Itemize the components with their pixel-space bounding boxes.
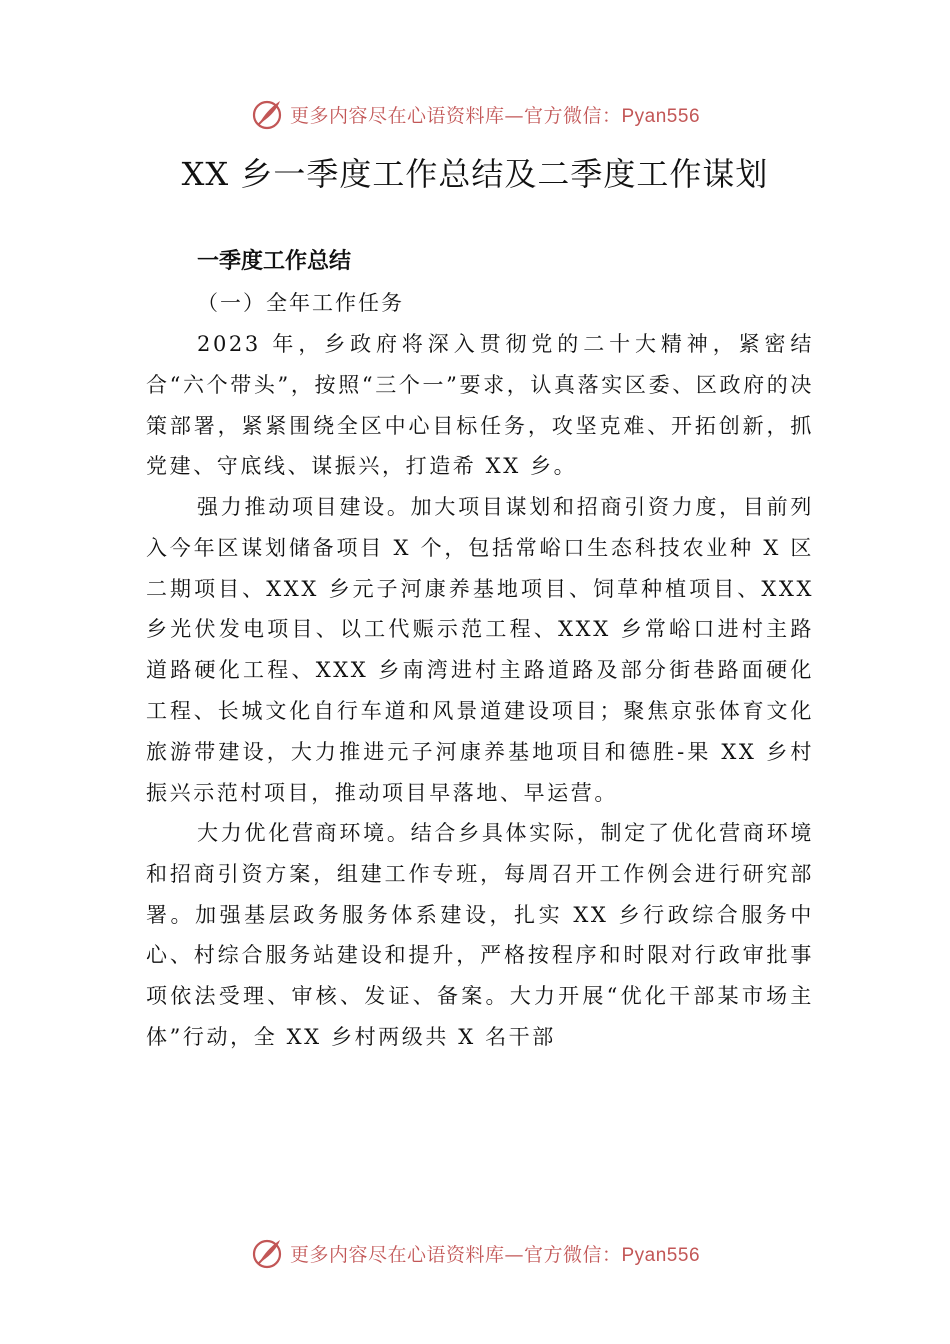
paragraph-annual-tasks: 2023 年，乡政府将深入贯彻党的二十大精神，紧密结合“六个带头”，按照“三个一”要求，认真落实区委、区政府的决策部署，紧紧围绕全区中心目标任务，攻坚克难、开拓创新，抓党建、守底线、谋振兴，打造希 XX 乡。 <box>146 332 814 479</box>
paragraph-business-environment: 大力优化营商环境。结合乡具体实际，制定了优化营商环境和招商引资方案，组建工作专班，每周召开工作例会进行研究部署。加强基层政务服务体系建设，扎实 XX 乡行政综合服务中心、村综合服务站建设和提升，严格按程序和时限对行政审批事项依法受理、审核、发证、备案。大力开展“优化干部某市场主体”行动，全 XX 乡村两级共 X 名干部 <box>146 821 814 1049</box>
header-watermark <box>0 94 950 134</box>
wechat-id: Pyan556 <box>621 105 701 127</box>
document-title: XX 乡一季度工作总结及二季度工作谋划 <box>181 155 769 193</box>
subsection-heading: （一）全年工作任务 <box>197 291 404 315</box>
section-heading: 一季度工作总结 <box>197 249 352 274</box>
watermark-text: 更多内容尽在心语资料库—官方微信：Pyan556 <box>289 104 701 127</box>
quill-logo-icon <box>250 97 284 131</box>
footer-watermark <box>0 1233 950 1273</box>
watermark-text: 更多内容尽在心语资料库—官方微信：Pyan556 <box>289 1243 701 1266</box>
paragraph-project-construction: 强力推动项目建设。加大项目谋划和招商引资力度，目前列入今年区谋划储备项目 X 个，包括常峪口生态科技农业种 X 区二期项目、XXX 乡元子河康养基地项目、饲草种植项目、XXX 乡光伏发电项目、以工代赈示范工程、XXX 乡常峪口进村主路道路硬化工程、XXX 乡南湾进村主路道路及部分街巷路面硬化工程、长城文化自行车道和风景道建设项目；聚焦京张体育文化旅游带建设，大力推进元子河康养基地项目和德胜-果 XX 乡村振兴示范村项目，推动项目早落地、早运营。 <box>146 495 814 805</box>
wechat-id: Pyan556 <box>621 1244 701 1266</box>
quill-logo-icon <box>250 1236 284 1270</box>
